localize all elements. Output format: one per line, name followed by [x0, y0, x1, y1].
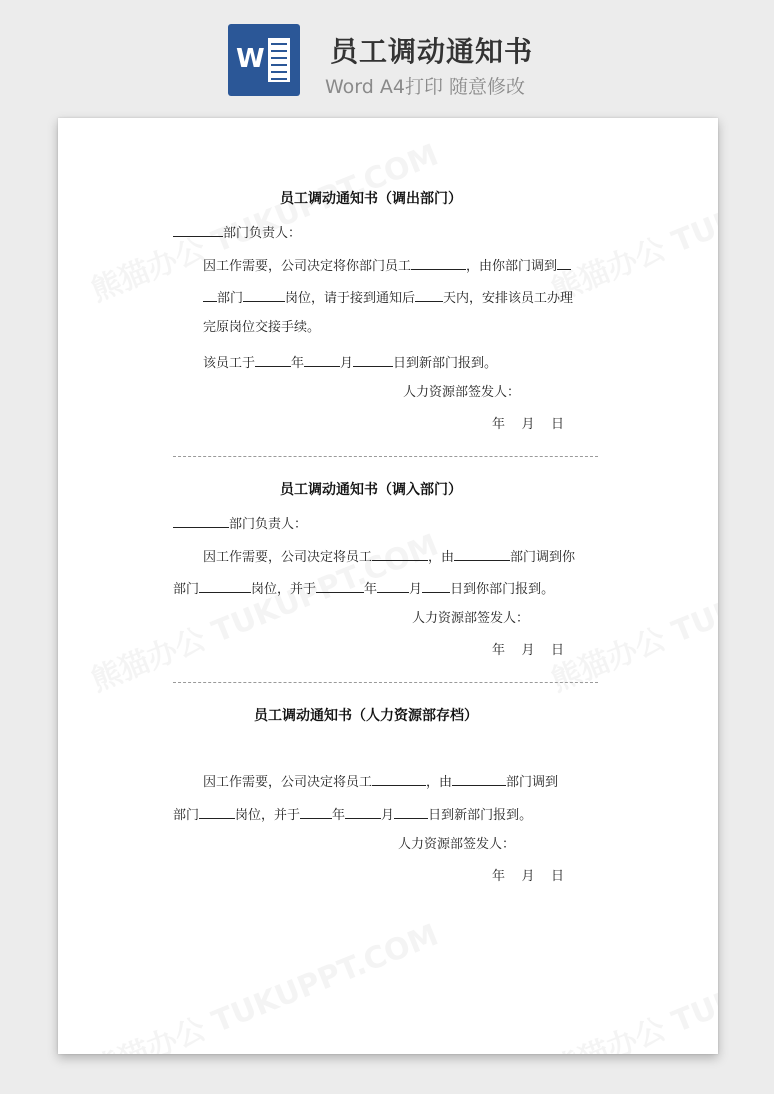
section-divider — [173, 456, 598, 457]
blank-field — [345, 805, 381, 819]
blank-field — [557, 256, 571, 270]
section3-signer: 人力资源部签发人： — [398, 837, 516, 852]
document-page — [58, 118, 718, 1054]
page-header — [0, 0, 774, 112]
blank-field — [243, 288, 285, 302]
section3-para2: 部门 岗位，并于 年 月 日到新部门报到。 — [173, 805, 532, 824]
section1-para2: 部门 岗位，请于接到通知后 天内，安排该员工办理 — [203, 288, 573, 307]
blank-field — [300, 805, 332, 819]
watermark — [83, 910, 443, 1054]
section2-para2: 部门 岗位，并于 年 月 日到你部门报到。 — [173, 579, 554, 598]
blank-field — [372, 772, 426, 786]
section1-para3: 完原岗位交接手续。 — [203, 320, 321, 335]
section2-signer: 人力资源部签发人： — [412, 611, 530, 626]
section2-para1: 因工作需要，公司决定将员工 ，由 部门调到你 — [203, 547, 575, 566]
section3-title: 员工调动通知书（人力资源部存档） — [254, 708, 478, 724]
header-subtitle: Word A4打印 随意修改 — [325, 76, 526, 98]
section-divider — [173, 682, 598, 683]
section2-title: 员工调动通知书（调入部门） — [280, 482, 462, 498]
blank-field — [394, 805, 428, 819]
blank-field — [377, 579, 409, 593]
blank-field — [316, 579, 364, 593]
section1-para4: 该员工于 年 月 日到新部门报到。 — [203, 353, 497, 372]
blank-field — [199, 579, 251, 593]
section1-title: 员工调动通知书（调出部门） — [280, 191, 462, 207]
section3-date: 年 月 日 — [492, 869, 565, 884]
logo-letter: W — [236, 44, 265, 74]
watermark — [83, 130, 443, 310]
section2-date: 年 月 日 — [492, 643, 565, 658]
blank-field — [255, 353, 291, 367]
blank-field — [199, 805, 235, 819]
doc-page-icon — [268, 38, 290, 82]
blank-field — [173, 223, 223, 237]
watermark — [543, 910, 718, 1054]
blank-field — [173, 514, 229, 528]
blank-field — [422, 579, 450, 593]
watermark — [543, 130, 718, 310]
blank-field — [304, 353, 340, 367]
section1-addressee: 部门负责人： — [173, 223, 301, 242]
blank-field — [353, 353, 393, 367]
header-title: 员工调动通知书 — [330, 35, 534, 68]
blank-field — [411, 256, 466, 270]
word-doc-icon — [228, 24, 300, 96]
blank-field — [454, 547, 510, 561]
section2-addressee: 部门负责人： — [173, 514, 307, 533]
blank-field — [415, 288, 443, 302]
section1-para1: 因工作需要，公司决定将你部门员工 ，由你部门调到 — [203, 256, 571, 275]
blank-field — [452, 772, 506, 786]
blank-field — [203, 288, 217, 302]
section1-signer: 人力资源部签发人： — [403, 385, 521, 400]
section1-date: 年 月 日 — [492, 417, 565, 432]
blank-field — [372, 547, 428, 561]
section3-para1: 因工作需要，公司决定将员工 ，由 部门调到 — [203, 772, 558, 791]
